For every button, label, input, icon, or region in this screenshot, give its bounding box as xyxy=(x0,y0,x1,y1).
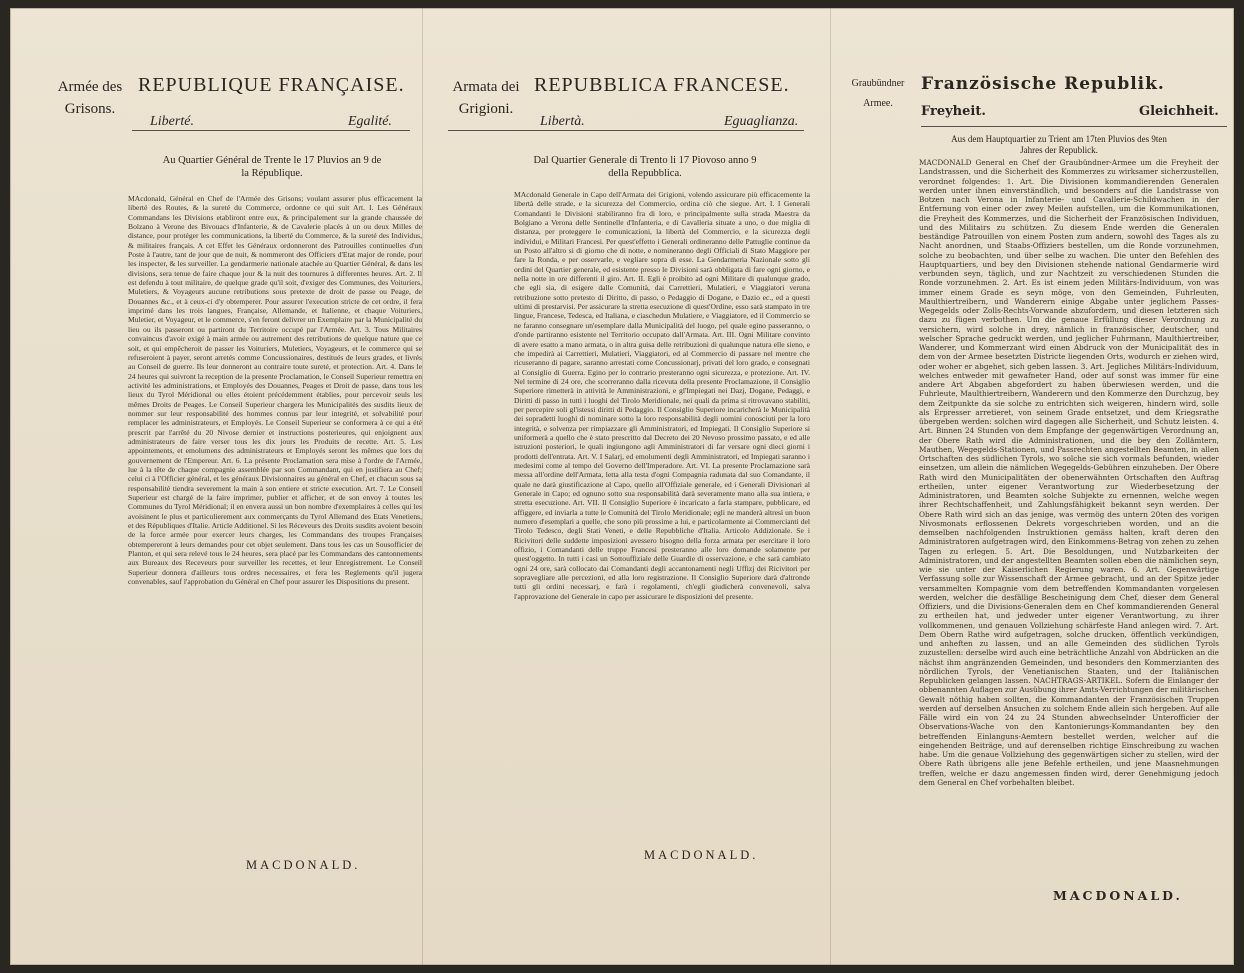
proclamation-sheet xyxy=(10,8,1234,965)
signature: MACDONALD. xyxy=(1053,888,1183,903)
republic-title: REPUBBLICA FRANCESE. xyxy=(534,74,790,96)
republic-title: Französische Republik. xyxy=(921,74,1165,94)
motto-equality: Egalité. xyxy=(348,114,392,129)
signature: MACDONALD. xyxy=(246,858,361,872)
proclamation-text: MAcdonald, Général en Chef de l'Armée des Grisons; voulant assurer plus efficacement la liberté des Routes, & la sureté du Commerce, ordonne ce qui suit Art. I. Les Généraux Commandans les Divisions etabliront entre eux, & principalement sur la grande chaussée de Bolzano à Verone des Bivouacs d'Infanterie, & de Cavalerie placés à un ou deux Milles de distance, pour protéger les communications, la liberté du Commerce, & la sureté des Individus, & militaires français. A cet Effet les Généraux ordonneront des Patrouilles continuelles d'un Poste à l'autre, tant de jour que de nuit, & nommeront des Officiers d'Etat major de ronde, pour les inspecter, & les surveiller. La gendarmerie nationale atachée au Quartier Général, & dans les divisions, sera tenue de faire chaque jour & la nuit des tournures à differentes heures. Art. 2. Il est defendu à tout militaire, de quelque grade qu'il soit, d'exiger des Communes, des Voituriers, Muletiers, & Voyageurs aucune retributions sous pretexte de droit de passe ou Peage, de Douannes &c., et à ceux-ci d'y obtemperer. Pour assurer l'execution stricte de cet ordre, il fera imprimé dans les trois langues, Française, Allemande, et Italienne, et chaque Voituriers, Muletier, et Voyageur, et le commerce, s'en feront delivrer un Exemplaire par la Municipalité du lieu ou ils passeront ou partiront du Territoire occupé par l'Armée. Art. 3. Tous Militaires convaincus d'avoir exigé à main armée ou autrement des retributions de quelque nature que ce soit, et qui empêcheroit de passer les Voituriers, Muletiers, Voyageurs, et le commerce qui se refuseroient à payer, seront arretés comme Concussionaires, destitués de leurs grades, et livrés au Conseil de guerre. Ils leur donneront au contraire toute sureté, et protection. Art. 4. Dans le 24 heures qui suivront la reception de la presente Proclamation, le Conseil Superieur remettra en activité les administrations, et Employés des Douannes, Peages et Droit de passe, dans tous les lieux du Tyrol Méridional ou elles étoient précédemment établies, pour percevoir seuls les mêmes Droits de Peages. Le Conseil Superieur chargera les Municipalités des susdits lieux de nommer sur leur responsabilité des hommes connus par leur integrité, et solvabilité pour remplacer les administrateurs, et Employés. Le Conseil Superieur se conformera à ce qui a été prescrit par l'arrêté du 20 Nivose dernier et instructions posterieures, qui enjoignent aux administrateurs de faire verser tous les dix jours les Produits de recette. Art. 5. Les appointements, et emolumens des administrateurs et Employés seront les mêmes que lors du gouvernement de l'Empereur. Art. 6. La présente Proclamation sera mise à l'ordre de l'Armée, lue à la tête de chaque compagnie assemblée par son Commandant, qui en justifiera au Chef; celui ci à l'Officier général, et les généraux Divisionnaires au général en Chef, et chacun sous sa responsabilité tiendra severement la main à son entiere et stricte execution. Art. 7. Le Conseil Superieur est chargé de la faire imprimer, publier et afficher, et de son envoy à toutes les Communes du Tyrol Méridional; il en envera aussi un bon nombre d'exemplaires à celles qui les avoisinent le plus et particulierement aux commerçants du Tyrol Allemand des Etats Venetiens, et des Républiques d'Italie. Article Additionel. Si les Réceveurs des Droits susdits avoient besoin de la force armée pour exercer leurs charges, les Commandans des troupes Françaises obtempereront à leurs demandes pour cet objet seulement. Dans tous les cas un Sousofficier de Planton, et qui sera relevé tous le 24 heures, sera placé par les Commandans des cantonnements aux Bureaux des Receveurs pour surveiller les recettes, et leur Enregistrement. Le Conseil Superieur donnera d'ailleurs tous ordres necessaires, et fera les Reglements qu'il jugera convenables, sauf l'approbation du Général en Chef pour assurer les Dispositions du present. xyxy=(128,194,422,587)
header-rule xyxy=(921,126,1227,127)
motto-equality: Eguaglianza. xyxy=(724,114,799,129)
army-label: Graubündner Armee. xyxy=(851,78,905,109)
headquarters-line: Dal Quartier Generale di Trento li 17 Piovoso anno 9 della Repubblica. xyxy=(533,155,757,179)
army-label: Armée des Grisons. xyxy=(57,79,123,117)
motto-liberty: Libertà. xyxy=(540,114,585,129)
motto-liberty: Freyheit. xyxy=(921,104,986,119)
proclamation-text: MAcdonald Generale in Capo dell'Armata dei Grigioni, volendo assicurare più efficacemente la libertà delle strade, e la sicurezza del Commercio, ordina ciò che siegue. Art. I. I Generali Comandanti le Divisioni stabiliranno fra di loro, e principalmente sulla strada Maestra da Bolgiano a Verona delle Sentinelle d'Infanteria, e di Cavalleria situate a uno, o due miglia di distanza, per proteggere le comunicazioni, la libertà del Commercio, e la sicurezza degli individui, e Militari Francesi. Per quest'effetto i Generali ordineranno delle Pattuglie continue da un Posto all'altro si di giorno che di notte, e nomineranno degli Officiali di Stato Maggiore per fare la Ronda, e per osservarle, e vegliare sopra di esse. La Gendarmeria Nazionale sotto gli ordini del Quartier generale, ed esistente presso le Divisioni sarà obbligata di fare ogni giorno, e nella notte in ore differenti il giro. Art. II. Egli è proibito ad ogni Militare di qualunque grado, che egli sia, di esigere dalle Comunità, dai Carrettieri, Mulatieri, e Viaggiatori veruna retribuzione sotto pretesto di Diritto, di passo, o Pedaggio di Dogane, e Dazio ec., ed a questi ultimi di prestarvisi. Per assicurare la stretta esecuzione di quest'Ordine, esso sarà stampato in tre lingue, Francese, Tedesca, ed Italiana, e ciaschedun Mulatiere, e Viaggiatore, ed il Commercio se ne faranno consegnare un'esemplare dalla Municipalità del luogo, pel quale egino passeranno, o d'onde partiranno esistente nel Territorio occupato dall'Armata. Art. III. Ogni Militare convinto di avere esatto a mano armata, o in altra guisa delle retribuzioni di qualunque natura elle sieno, e che impedirà ai Carrettieri, Mulatieri, Viaggiatori, ed al Commercio di passare nel mentre che ricuseranno di pagare, saranno arrestati come Concussionarj, privati del loro grado, e consegnati al Consiglio di Guerra. Egino per lo contrario presteranno ogni sicurezza, e protezione. Art. IV. Nel termine di 24 ore, che scorreranno dalla ricevuta della presente Proclamazione, il Consiglio Superiore rimetterà in attività le Amministrazioni, e gl'Impiegati nei Dazj, Dogane, Pedaggi, e Diritti di passo in tutti i luoghi del Tirolo Meridionale, nei quali da prima si ritrovavano stabiliti, per percepire soli gl'istessi diritti di Pedaggio. Il Consiglio Superiore incaricherà le Municipalità dei sopradetti luoghi di nominare sotto la loro responsabilità degli uomini conosciuti per la loro integrità, e solvenza per rimpiazzare gli Amministratori, ed Impiegati. Il Consiglio Superiore si uniformerà a quello che è stato prescritto dal Decreto dei 20 Nevoso prossimo passato, e ed alle istruzioni posteriori, le quali ingiungono agli Amministratori di far versare ogni dieci giorni i prodotti dell'entrata. Art. V. I Salarj, ed emolumenti degli Amministratori, ed Impiegati saranno i medesimi come al tempo del Governo dell'Imperadore. Art. VI. La presente Proclamazione sarà messa all'ordine dell'Armata, letta alla testa d'ogni Compagnia radunata dal suo Comandante, il quale ne darà giustificazione al Capo, quello all'Offiziale generale, ed i Generali Divisionari al Generale in Capo; ed ognuno sotto sua responsabilità darà severamente mano alla sua intiera, e stretta esecuzione. Art. VII. Il Consiglio Superiore è incaricato a farla stampare, pubblicare, ed affiggere, ed inviarla a tutte le Comunità del Tirolo Meridionale; egli ne manderà altresì un buon numero d'esemplari a quelle, che sono più prossime a lui, e particolarmente ai Commercianti del Tirolo Tedesco, degli Stati Veneti, e delle Repubbliche d'Italia. Articolo Addizionale. Se i Ricivitori delle suddette imposizioni avessero bisogno della forza armata per esercitare il loro offizio, i Comandanti delle truppe Francesi presteranno alle loro domande solamente per quest'oggetto. In tutti i casi un Sottouffiziale delle Guardie di osservazione, e che sarà cambiato ogni 24 ore, sarà collocato dai Comandanti degli accantonamenti negli Uffizj dei Ricivitori per sopravegliare alle percezioni, ed alla loro registrazione. Il Consiglio Superiore darà d'altronde tutti gli ordini necessarj, e farà i regolamenti, ch'egli giudicherà convenevoli, salva l'approvazione del Generale in capo per assicurare le disposizioni del presente. xyxy=(514,190,810,601)
german-column xyxy=(843,8,1228,965)
republic-title: REPUBLIQUE FRANÇAISE. xyxy=(138,74,405,96)
headquarters-line: Aus dem Hauptquartier zu Trient am 17ten Pluvios des 9ten Jahres der Republick. xyxy=(951,134,1167,155)
french-column xyxy=(50,8,445,965)
header-rule xyxy=(132,130,410,131)
proclamation-text: MACDONALD General en Chef der Graubündner-Armee um die Freyheit der Landstrassen, und die Sicherheit des Kommerzes zu wirksamer sicherzustellen, verordnet folgendes: 1. Art. Die Divisionen kommandierenden Generalen werden unter ihnen einverständlich, und besonders auf die Landstrasse von Botzen nach Verona in Infanterie- und Cavallerie-Schildwachen in der Entfernung von einer oder zwey Meilen aufstellen, um die Kommunikationen, die Freyheit des Kommerzes, und die Sicherheit der Französischen Individuen, und des Militairs zu schützen. Zu diesem Ende werden die Generalen beständige Patrouillen von einem Posten zum andern, sowohl des Tages als zu Nacht anordnen, und Staabs-Offiziers bestellen, um die Ronde vorzunehmen, solche zu beobachten, und über selbe zu wachen. Die unter den Befehlen des Hauptquartiers, und bey den Divisionen stehende national Gendarmerie wird verbunden seyn, täglich, und zur Nachtzeit zu verschiedenen Stunden die Ronde vorzunehmen. 2. Art. Es ist einem jeden Militärs-Individuum, von was immer einem Grade es seyn möge, von den Gemeinden, Fuhrleuten, Maulthiertreibern, und Wanderern einige Abgabe unter jeglichem Passes-Wegegelds oder Zolls-Rechts-Vorwande abzufordern, und diesen letzteren sich dazu zu fügen verbothen. Um die genaue Erfüllung dieser Verordnung zu versichern, wird solche in drey, nämlich in französischer, deutscher, und welscher Sprache gedruckt werden, und jeglicher Fuhrmann, Maulthiertreiber, Wanderer, und Kommerzant wird einen Abdruck von der Municipalität des in dem von der Armee besetzten Districte liegenden Orts, wodurch er ziehen wird, oder woher er abgehet, sich geben lassen. 3. Art. Jegliches Militärs-Individuum, welches entweder mit gewafneter Hand, oder auf sonst was immer für eine andere Art Abgaben abgefordert zu haben überwiesen werden, und die Fuhrleute, Maulthiertreibern, Wanderern und den Kommerze den Durchzug, bey dem Zeitpunkte da sie solche zu entrichten sich weigeren, hindern wird, solle als Erpresser arretieret, von seinem Grade entsetzet, und dem Kriegsrathe übergeben werden: solchen wird dagegen alle Sicherheit, und Schutz leisten. 4. Art. Binnen 24 Stunden von dem Empfange der gegenwärtigen Verordnung an, der Obere Rath wird die Administrationen, und die bey den Zollämtern, Mauthen, Wegegelds-Stationen, und Passrechten angestellten Beamten, in allen Ortschaften des südlichen Tyrols, wo solche sie sich vormals befunden, wieder einsetzen, um allein die nämlichen Wegegelds-Gebühren einzuheben. Der Obere Rath wird den Municipalitäten der obenerwähnten Ortschaften den Auftrag ertheilen, unter eigener Verantwortung zur Wiederbesetzung der Administratoren, und Beamten solche Subjekte zu ernennen, welche wegen ihrer Rechtschaffenheit, und Zahlungsfähigkeit bekannt seyn werden. Der Obere Rath wird sich an das jenige, was vermög des untern 20ten des vorigen Nivosmonats erflossenen Dekrets vorgeschrieben worden, und an die demselben nachfolgenden Instruktionen gemäss halten, kraft deren den Administratoren aufgetragen wird, den Einkommens-Betrag von zehen zu zehen Tagen zu erlegen. 5. Art. Die Besoldungen, und Nutzbarkeiten der Administratoren, und der angestellten Beamten sollen eben die nämlichen seyn, wie sie unter der Kaiserlichen Regierung waren. 6. Art. Gegenwärtige Verfassung solle zur Wissenschaft der Armee gebracht, und an der Spitze jeder versammelten Kompagnie vom dem betreffenden Kommandanten vorgelesen werden, welcher die desfällige Bescheinigung dem Chef, dieser dem General Offiziers, und die Divisions-Generalen dem en Chef kommandierenden General zu ertheilen hat, und jedweder unter eigener Verantwortung, zu ihrer vollkommenen, und genauen Vollziehung schärfeste Hand anlegen wird. 7. Art. Dem Obern Rathe wird aufgetragen, solche drucken, öffentlich verkündigen, und anheften zu lassen, und an alle Gemeinden des südlichen Tyrols zuzustellen: derselbe wird auch eine beträchtliche Anzahl von Abdrücken an die nächst ihm angränzenden Gemeinden, und besonders den Kommerzianten des nördlichen Tyrols, der Venetianischen Staaten, und der Italiänischen Republicken gelangen lassen. NACHTRAGS-ARTIKEL. Sofern die Einlanger der obbenannten Auflagen zur Ausübung ihrer Amts-Verrichtungen der militärischen Gewalt nöthig haben sollten, die Kommandanten der Französischen Truppen werden auf derselben Ansuchen zu solchem Ende allein sich hergeben. Auf alle Fälle wird ein von 24 zu 24 Stunden abwechselnder Unterofficier der Observations-Wache von den Kantonierungs-Kommandanten bey den betreffenden Einlanguns-Aemtern bestellet werden, welcher auf die eingehenden Beiträge, und auf derenselben richtige Einschreibung zu wachen habe. Um die genaue Vollziehung des gegenwärtigen sicher zu stellen, wird der Obere Rath übrigens alle jene Befehle ertheilen, und jene Maasnehmungen treffen, welche er dazu angemessen finden wird, derer Genehmigung jedoch dem General en Chef vorbehalten bleibet. xyxy=(919,158,1219,787)
motto-equality: Gleichheit. xyxy=(1139,104,1219,119)
italian-column xyxy=(448,8,843,965)
signature: MACDONALD. xyxy=(644,848,759,862)
headquarters-line: Au Quartier Général de Trente le 17 Pluvios an 9 de la République. xyxy=(162,155,382,179)
header-rule xyxy=(448,130,804,131)
motto-liberty: Liberté. xyxy=(150,114,194,129)
army-label: Armata dei Grigioni. xyxy=(452,79,520,117)
